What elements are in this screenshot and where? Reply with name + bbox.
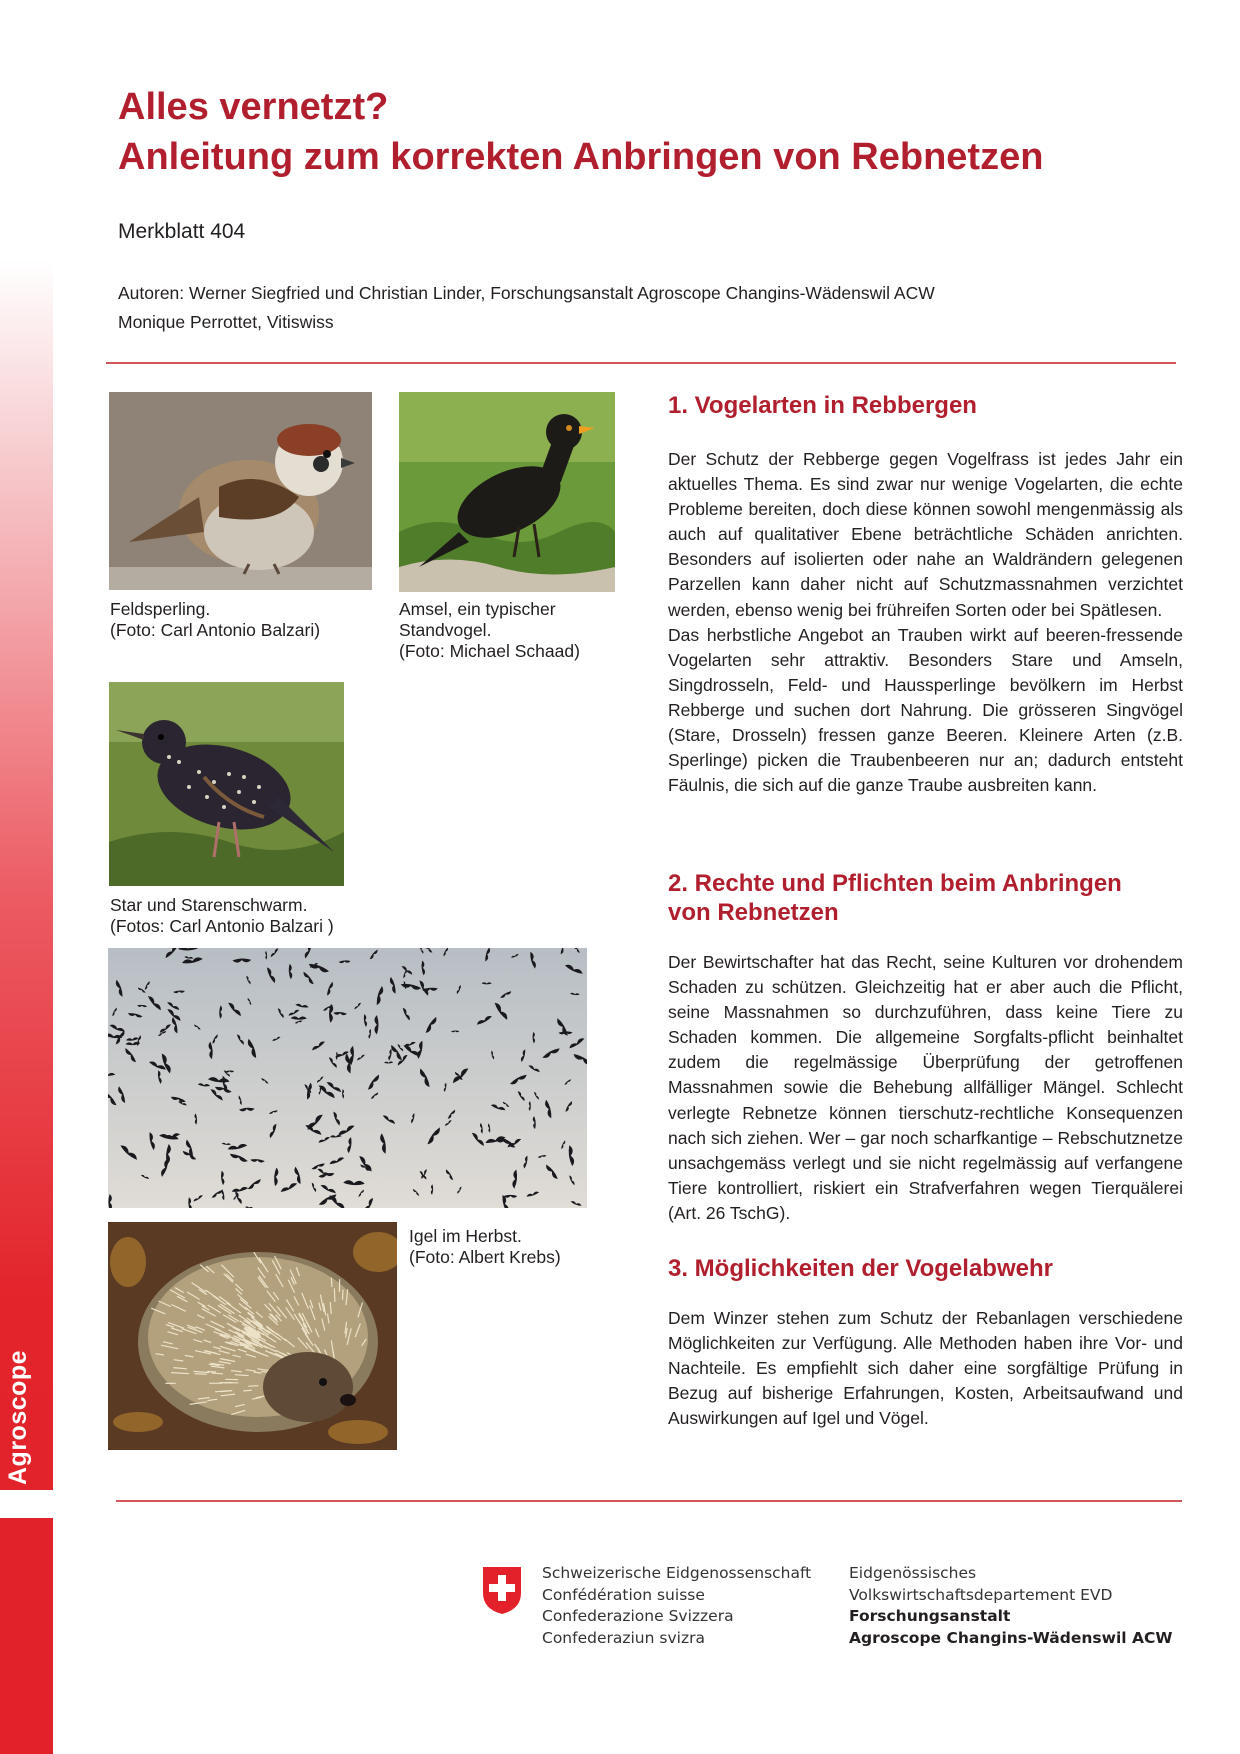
starling-caption-line-2: (Fotos: Carl Antonio Balzari ) xyxy=(110,916,334,936)
dept-line-3: Forschungsanstalt xyxy=(849,1607,1011,1625)
top-divider xyxy=(106,362,1176,364)
confed-line-2: Confédération suisse xyxy=(542,1585,705,1604)
sparrow-caption xyxy=(110,599,320,641)
section-bird-defense xyxy=(668,1254,1183,1431)
starling-photo xyxy=(109,682,344,886)
starling-caption xyxy=(110,895,334,937)
blackbird-caption xyxy=(399,599,580,662)
section-3-paragraph-1: Dem Winzer stehen zum Schutz der Rebanlagen verschiedene Möglichkeiten zur Verfügung. Alle Methoden haben ihre Vor- und Nachteile. Es empfiehlt sich daher eine sorgfältige Prüfung in Bezug auf bisherige Erfahrungen, Kosten, Arbeitsaufwand und Auswirkungen auf Igel und Vögel. xyxy=(668,1308,1183,1429)
section-2-heading xyxy=(668,869,1183,927)
sparrow-caption-line-1: Feldsperling. xyxy=(110,599,211,619)
confed-line-4: Confederaziun svizra xyxy=(542,1628,705,1647)
section-1-paragraph-1: Der Schutz der Rebberge gegen Vogelfrass ist jedes Jahr ein aktuelles Thema. Es sind zwar nur wenige Vogelarten, die echte Probleme bereiten, doch diese können sowohl mengenmässig als auch auf qualitativer Ebene beträchtliche Schäden anrichten. Besonders auf isolierten oder nahe an Waldrändern gelegenen Parzellen kann daher nicht auf Schutzmassnahmen verzichtet werden, ebenso wenig bei frühreifen Sorten oder bei Spätlesen. xyxy=(668,449,1183,620)
confed-line-3: Confederazione Svizzera xyxy=(542,1607,734,1625)
swiss-cross-icon xyxy=(481,1565,523,1615)
blackbird-caption-line-1: Amsel, ein typischer xyxy=(399,599,556,619)
bottom-divider xyxy=(116,1500,1182,1502)
doc-number: Merkblatt 404 xyxy=(118,220,246,243)
title-line-2: Anleitung zum korrekten Anbringen von Rebnetzen xyxy=(118,136,1044,178)
blackbird-caption-line-3: (Foto: Michael Schaad) xyxy=(399,641,580,661)
confed-line-1: Schweizerische Eidgenossenschaft xyxy=(542,1564,812,1582)
section-1-paragraph-2: Das herbstliche Angebot an Trauben wirkt auf beeren-fressende Vogelarten sehr attraktiv. Besonders Stare und Amseln, Singdrosseln, Feld- und Haussperlinge bevölkern im Herbst Rebberge und suchen dort Nahrung. Die grösseren Singvögel (Stare, Drosseln) fressen ganze Beeren. Kleinere Arten (z.B. Sperlinge) picken die Traubenbeeren nur an; dadurch entsteht Fäulnis, die sich auf die ganze Traube ausbreiten kann. xyxy=(668,624,1183,796)
dept-line-1: Eidgenössisches xyxy=(849,1564,977,1582)
authors-line-2: Monique Perrottet, Vitiswiss xyxy=(118,312,334,332)
hedgehog-caption-line-1: Igel im Herbst. xyxy=(409,1226,522,1246)
sidebar-gap xyxy=(0,1490,53,1518)
section-2-heading-line-1: 2. Rechte und Pflichten beim Anbringen xyxy=(668,870,1122,897)
title-line-1: Alles vernetzt? xyxy=(118,86,389,128)
authors xyxy=(118,279,935,337)
section-2-paragraph-1: Der Bewirtschafter hat das Recht, seine Kulturen vor drohendem Schaden zu schützen. Gleichzeitig hat er aber auch die Pflicht, seine Massnahmen so durchzuführen, dass keine Tiere zu Schaden kommen. Die allgemeine Sorgfalts-pflicht beinhaltet zudem die regelmässige Überprüfung der getroffenen Massnahmen sowie die Behebung allfälliger Mängel. Schlecht verlegte Rebnetze können tierschutz-rechtliche Konsequenzen nach sich ziehen. Wer – gar noch scharfkantige – Rebschutznetze unsachgemäss verlegt und sie nicht regelmässig auf verfangene Tiere kontrolliert, riskiert ein Strafverfahren wegen Tierquälerei (Art. 26 TschG). xyxy=(668,952,1183,1223)
confederation-names xyxy=(542,1563,811,1649)
department-names xyxy=(849,1563,1172,1649)
dept-line-2: Volkswirtschaftsdepartement EVD xyxy=(849,1585,1113,1604)
hedgehog-caption-line-2: (Foto: Albert Krebs) xyxy=(409,1247,561,1267)
hedgehog-caption xyxy=(409,1226,561,1268)
dept-line-4: Agroscope Changins-Wädenswil ACW xyxy=(849,1628,1173,1647)
section-2-heading-line-2: von Rebnetzen xyxy=(668,899,839,926)
sidebar-brand: Agroscope xyxy=(4,1349,32,1485)
blackbird-caption-line-2: Standvogel. xyxy=(399,620,492,640)
page-title xyxy=(118,82,1043,182)
section-bird-species xyxy=(668,391,1183,798)
sparrow-photo xyxy=(109,392,372,590)
blackbird-photo xyxy=(399,392,615,592)
section-3-heading: 3. Möglichkeiten der Vogelabwehr xyxy=(668,1255,1053,1282)
starling-flock-photo xyxy=(108,948,587,1208)
section-rights-duties xyxy=(668,869,1183,1226)
starling-caption-line-1: Star und Starenschwarm. xyxy=(110,895,308,915)
section-1-heading: 1. Vogelarten in Rebbergen xyxy=(668,392,977,419)
sparrow-caption-line-2: (Foto: Carl Antonio Balzari) xyxy=(110,620,321,640)
authors-line-1: Autoren: Werner Siegfried und Christian Linder, Forschungsanstalt Agroscope Changins-Wädenswil ACW xyxy=(118,283,935,303)
hedgehog-photo xyxy=(108,1222,397,1450)
